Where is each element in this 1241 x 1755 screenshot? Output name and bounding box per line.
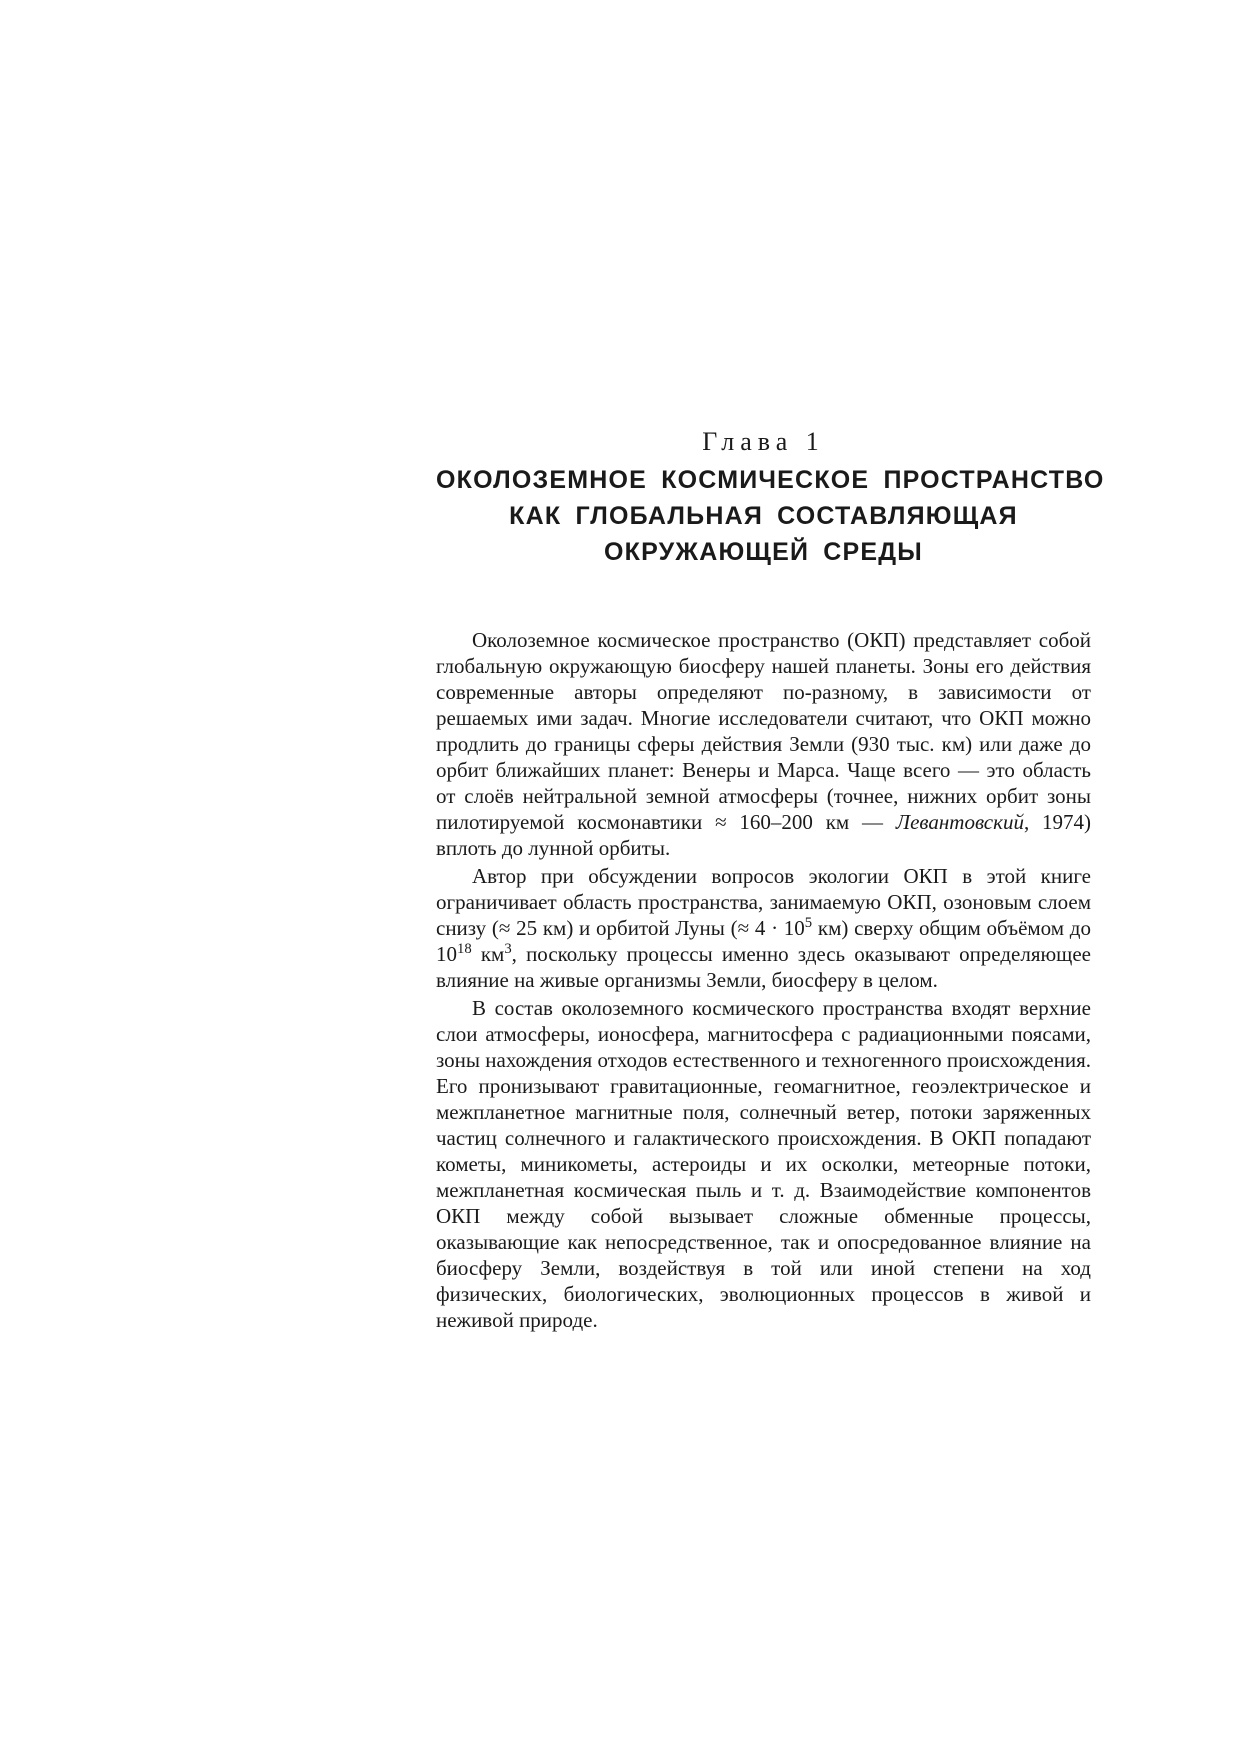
paragraph [436, 863, 1091, 993]
paragraph [436, 627, 1091, 861]
superscript-exponent: 3 [504, 941, 512, 957]
chapter-title-line: ОКРУЖАЮЩЕЙ СРЕДЫ [604, 538, 923, 566]
chapter-body [436, 627, 1091, 1333]
text-segment: Автор при обсуждении вопросов экологии ОКП в этой книге ограничивает область пространства, занимаемую ОКП, озоновым слоем снизу (≈ 25 км) и орбитой Луны (≈ 4 · 10 [436, 864, 1091, 940]
chapter-label: Глава 1 [702, 427, 825, 456]
superscript-exponent: 5 [804, 915, 813, 931]
text-segment: км) сверху общим объёмом до 10 [436, 916, 1091, 966]
superscript-exponent: 18 [457, 941, 472, 957]
text-segment: , 1974) вплоть до лунной орбиты. [436, 810, 1092, 860]
chapter-title-line: ОКОЛОЗЕМНОЕ КОСМИЧЕСКОЕ ПРОСТРАНСТВО [436, 466, 1105, 494]
chapter-title [436, 462, 1105, 570]
text-segment: , поскольку процессы именно здесь оказывают определяющее влияние на живые организмы Земли, биосферу в целом. [436, 942, 1091, 992]
text-segment: В состав околоземного космического пространства входят верхние слои атмосферы, ионосфера, магнитосфера с радиационными поясами, зоны нахождения отходов естественного и техногенного происхождения. Его пронизывают гравитационные, геомагнитное, геоэлектрическое и межпланетное магнитные поля, солнечный ветер, потоки заряженных частиц солнечного и галактического происхождения. В ОКП попадают кометы, миникометы, астероиды и их осколки, метеорные потоки, межпланетная космическая пыль и т. д. Взаимодействие компонентов ОКП между собой вызывает сложные обменные процессы, оказывающие как непосредственное, так и опосредованное влияние на биосферу Земли, воздействуя в той или иной степени на ход физических, биологических, эволюционных процессов в живой и неживой природе. [436, 996, 1091, 1332]
text-segment: км [471, 942, 505, 966]
text-segment: Околоземное космическое пространство (ОКП) представляет собой глобальную окружающую биосферу нашей планеты. Зоны его действия современные авторы определяют по-разному, в зависимости от решаемых ими задач. Многие исследователи считают, что ОКП можно продлить до границы сферы действия Земли (930 тыс. км) или даже до орбит ближайших планет: Венеры и Марса. Чаще всего — это область от слоёв нейтральной земной атмосферы (точнее, нижних орбит зоны пилотируемой космонавтики ≈ 160–200 км — [436, 628, 1091, 834]
paragraph [436, 995, 1091, 1333]
chapter-title-line: КАК ГЛОБАЛЬНАЯ СОСТАВЛЯЮЩАЯ [509, 502, 1018, 530]
author-citation: Левантовский [895, 810, 1024, 834]
